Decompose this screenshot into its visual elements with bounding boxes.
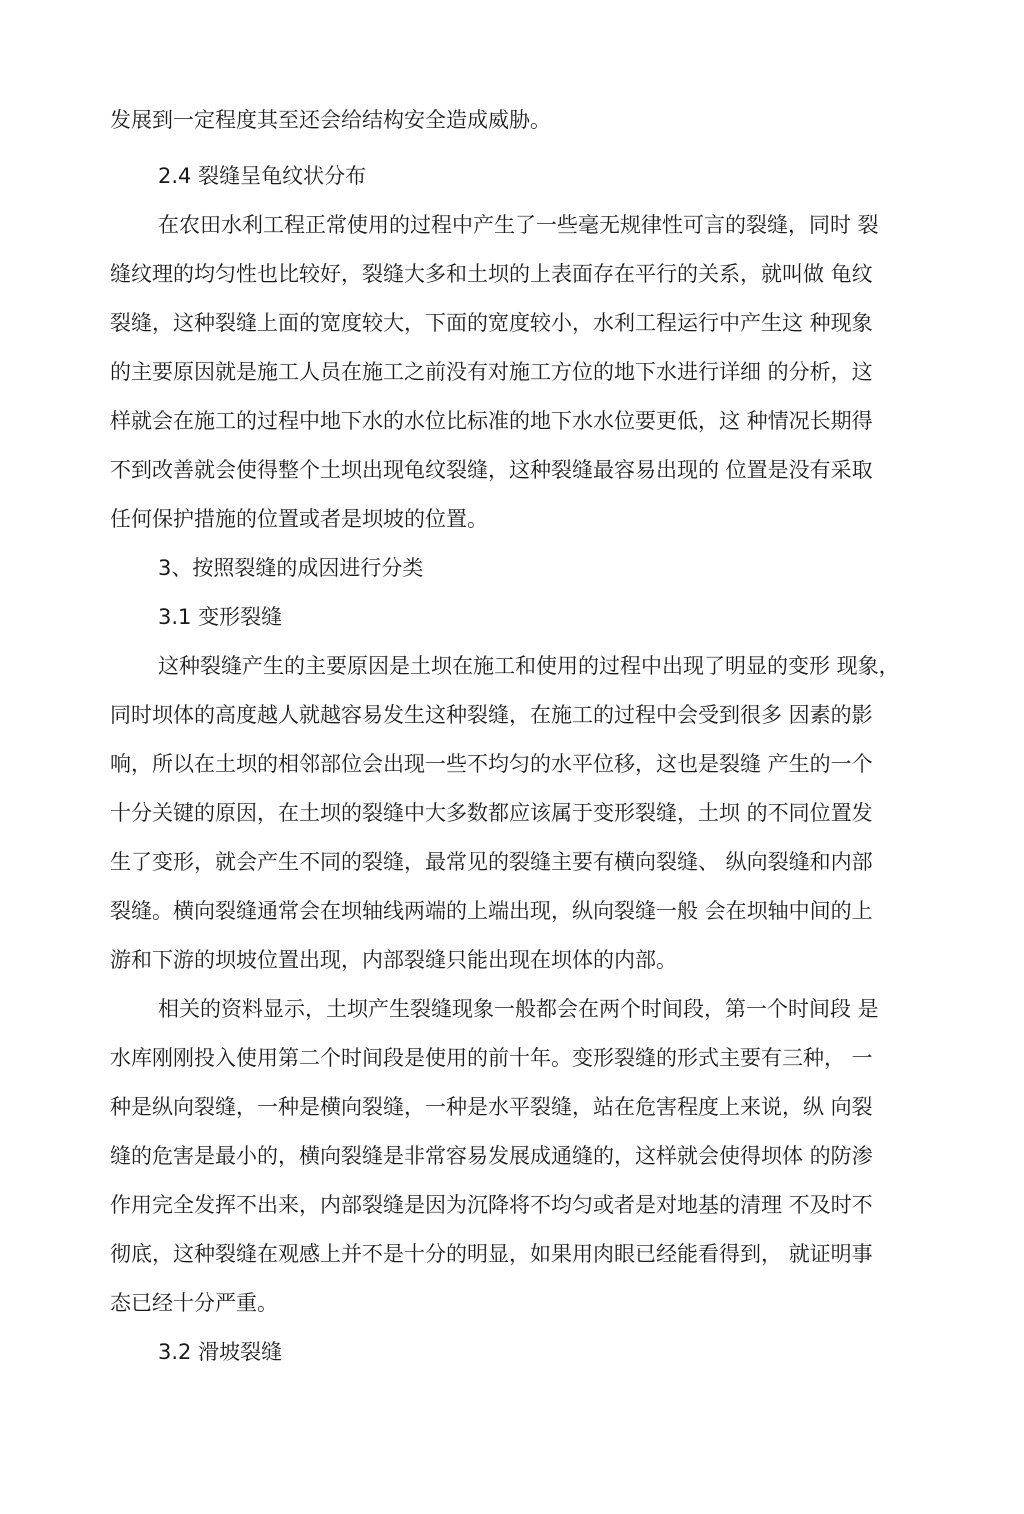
paragraph-line: 发展到一定程度其至还会给结构安全造成威胁。 bbox=[110, 108, 551, 132]
paragraph-line: 态已经十分严重。 bbox=[110, 1291, 278, 1315]
paragraph-line: 不到改善就会使得整个土坝出现龟纹裂缝，这种裂缝最容易出现的 位置是没有采取 bbox=[110, 458, 873, 482]
paragraph-line: 缝的危害是最小的，横向裂缝是非常容易发展成通缝的，这样就会使得坝体 的防渗 bbox=[110, 1144, 873, 1168]
section-heading-3: 3、按照裂缝的成因进行分类 bbox=[158, 556, 424, 580]
paragraph-line: 十分关键的原因，在土坝的裂缝中大多数都应该属于变形裂缝，土坝 的不同位置发 bbox=[110, 801, 873, 825]
paragraph-line: 生了变形，就会产生不同的裂缝，最常见的裂缝主要有横向裂缝、 纵向裂缝和内部 bbox=[110, 850, 873, 874]
section-heading-2-4: 2.4 裂缝呈龟纹状分布 bbox=[158, 164, 367, 188]
paragraph-line: 任何保护措施的位置或者是坝坡的位置。 bbox=[110, 507, 488, 531]
paragraph-line: 水库刚刚投入使用第二个时间段是使用的前十年。变形裂缝的形式主要有三种， 一 bbox=[110, 1046, 873, 1070]
paragraph-line: 种是纵向裂缝，一种是横向裂缝，一种是水平裂缝，站在危害程度上来说，纵 向裂 bbox=[110, 1095, 873, 1119]
paragraph-line: 相关的资料显示，土坝产生裂缝现象一般都会在两个时间段，第一个时间段 是 bbox=[158, 997, 879, 1021]
paragraph-line: 彻底，这种裂缝在观感上并不是十分的明显，如果用肉眼已经能看得到， 就证明事 bbox=[110, 1242, 873, 1266]
section-heading-3-2: 3.2 滑坡裂缝 bbox=[158, 1340, 283, 1364]
paragraph-line: 裂缝。横向裂缝通常会在坝轴线两端的上端出现，纵向裂缝一般 会在坝轴中间的上 bbox=[110, 899, 873, 923]
paragraph-line: 游和下游的坝坡位置出现，内部裂缝只能出现在坝体的内部。 bbox=[110, 948, 677, 972]
paragraph-line: 的主要原因就是施工人员在施工之前没有对施工方位的地下水进行详细 的分析，这 bbox=[110, 360, 873, 384]
paragraph-line: 同时坝体的高度越人就越容易发生这种裂缝，在施工的过程中会受到很多 因素的影 bbox=[110, 703, 873, 727]
paragraph-line: 作用完全发挥不出来，内部裂缝是因为沉降将不均匀或者是对地基的清理 不及时不 bbox=[110, 1193, 873, 1217]
paragraph-line: 响，所以在土坝的相邻部位会出现一些不均匀的水平位移，这也是裂缝 产生的一个 bbox=[110, 752, 873, 776]
document-page bbox=[110, 96, 916, 1377]
paragraph-line: 裂缝，这种裂缝上面的宽度较大，下面的宽度较小，水利工程运行中产生这 种现象 bbox=[110, 311, 873, 335]
section-heading-3-1: 3.1 变形裂缝 bbox=[158, 605, 283, 629]
paragraph-line: 样就会在施工的过程中地下水的水位比标准的地下水水位要更低，这 种情况长期得 bbox=[110, 409, 873, 433]
paragraph-line: 在农田水利工程正常使用的过程中产生了一些毫无规律性可言的裂缝，同时 裂 bbox=[158, 213, 879, 237]
paragraph-line: 缝纹理的均匀性也比较好，裂缝大多和土坝的上表面存在平行的关系，就叫做 龟纹 bbox=[110, 262, 873, 286]
paragraph-line: 这种裂缝产生的主要原因是土坝在施工和使用的过程中出现了明显的变形 现象， bbox=[158, 654, 900, 678]
